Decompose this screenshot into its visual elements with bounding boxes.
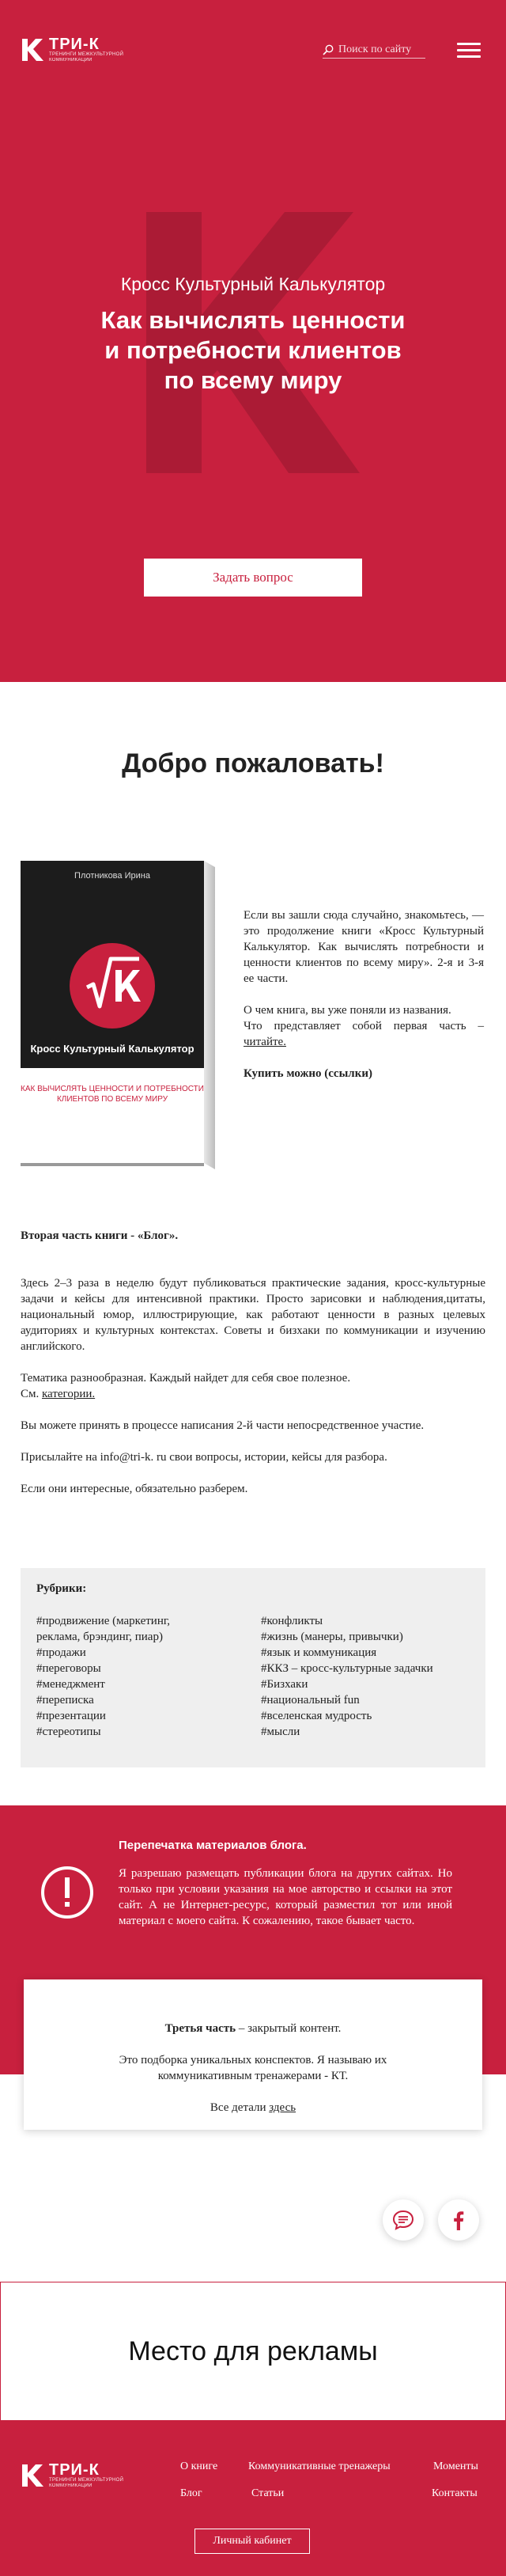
chat-button[interactable] xyxy=(383,2199,424,2241)
rubric-item[interactable]: #конфликты xyxy=(261,1615,323,1627)
facebook-icon xyxy=(447,2209,470,2231)
logo-k-icon xyxy=(21,37,44,63)
rubric-item[interactable]: #Бизхаки xyxy=(261,1678,308,1691)
search-box xyxy=(323,41,425,59)
logo-subtitle-2: КОММУНИКАЦИИ xyxy=(49,58,93,63)
svg-text:КЛИЕНТОВ ПО ВСЕМУ МИРУ: КЛИЕНТОВ ПО ВСЕМУ МИРУ xyxy=(56,1095,168,1104)
rubric-item[interactable]: #переговоры xyxy=(36,1662,101,1675)
notice-title: Перепечатка материалов блога. xyxy=(119,1839,307,1852)
book-description xyxy=(244,907,484,1097)
rubric-item[interactable]: #вселенская мудрость xyxy=(261,1710,372,1722)
book-intro-text: Если вы зашли сюда случайно, знакомьтесь, — это продолжение книги «Кросс Культурный Калькулятор. Как вычислять потребности и ценности клиентов по всему миру». 2-я и 3-я ее части. xyxy=(244,909,484,985)
search-input[interactable] xyxy=(338,44,425,56)
top-bar xyxy=(0,0,506,95)
hamburger-menu-icon[interactable] xyxy=(457,43,481,59)
footer-nav-contacts[interactable]: Контакты xyxy=(432,2487,478,2499)
hero-subtitle: Кросс Культурный Калькулятор xyxy=(120,274,386,294)
buy-link[interactable]: Купить можно (ссылки) xyxy=(244,1067,372,1080)
rubric-item[interactable]: #презентации xyxy=(36,1710,106,1722)
rubric-item[interactable]: #язык и коммуникация xyxy=(261,1646,377,1659)
logo-name: ТРИ-К xyxy=(49,36,100,53)
closed-title: Третья часть xyxy=(164,2022,236,2035)
rubric-item[interactable]: #мысли xyxy=(261,1726,300,1738)
search-icon[interactable] xyxy=(323,44,334,55)
chat-bubble-icon xyxy=(392,2209,414,2231)
personal-cabinet-button[interactable]: Личный кабинет xyxy=(194,2529,310,2554)
rubric-item[interactable]: реклама, брэндинг, пиар) xyxy=(36,1631,163,1643)
rubrics-right-column xyxy=(253,1613,470,1740)
book-cover-image xyxy=(21,856,215,1169)
blog-paragraph-1: Здесь 2–3 раза в неделю будут публиковаться практические задания, кросс-культурные задачи и кейсы для интенсивной практики. Просто зарисовки и наблюдения,цитаты, национальный юмор, иллюстрирующие, как работают ценности в разных целевых аудиториях и культурных контекстах. Советы и бизхаки по коммуникации и изучению английского. xyxy=(21,1277,485,1353)
facebook-button[interactable] xyxy=(438,2199,479,2241)
blog-heading: Вторая часть книги - «Блог». xyxy=(21,1229,179,1242)
ask-question-button[interactable]: Задать вопрос xyxy=(144,559,362,597)
rubric-item[interactable]: #переписка xyxy=(36,1694,94,1707)
ad-placeholder[interactable]: Место для рекламы xyxy=(0,2282,506,2421)
first-part-text: Что представляет собой первая часть – xyxy=(244,1020,484,1032)
details-link[interactable]: здесь xyxy=(269,2101,296,2114)
svg-text:КАК ВЫЧИСЛЯТЬ ЦЕННОСТИ И ПОТРЕ: КАК ВЫЧИСЛЯТЬ ЦЕННОСТИ И ПОТРЕБНОСТИ xyxy=(21,1085,204,1093)
blog-paragraph-2: Тематика разнообразная. Каждый найдет для себя свое полезное. xyxy=(21,1372,351,1385)
rubric-item[interactable]: #продажи xyxy=(36,1646,86,1659)
blog-paragraph-5: Если они интересные, обязательно разберем. xyxy=(21,1483,248,1495)
notice-text: Я разрешаю размещать публикации блога на других сайтах. Но только при условии указания на мое авторство и ссылки на этот сайт. А не Интернет-ресурс, который разместил тот или иной материал с моего сайта. К сожалению, такое бывает часто. xyxy=(119,1867,452,1927)
read-first-part-link[interactable]: читайте. xyxy=(244,1036,286,1048)
hero-title: Как вычислять ценности и потребности клиентов по всему миру xyxy=(100,306,406,394)
rubrics-title: Рубрики: xyxy=(36,1582,87,1595)
rubric-item[interactable]: #стереотипы xyxy=(36,1726,101,1738)
footer-nav-about[interactable]: О книге xyxy=(180,2460,218,2472)
svg-text:Плотникова Ирина: Плотникова Ирина xyxy=(74,871,150,881)
rubrics-panel xyxy=(21,1568,485,1767)
footer-nav-trainers[interactable]: Коммуникативные тренажеры xyxy=(248,2460,391,2472)
rubric-item[interactable]: #продвижение (маркетинг, xyxy=(36,1615,171,1627)
footer-nav-articles[interactable]: Статьи xyxy=(251,2487,285,2499)
blog-paragraph-3: Вы можете принять в процессе написания 2-й части непосредственное участие. xyxy=(21,1419,425,1432)
rubric-item[interactable]: #ККЗ – кросс-культурные задачки xyxy=(261,1662,433,1675)
footer-nav-blog[interactable]: Блог xyxy=(180,2487,202,2499)
svg-text:Кросс Культурный Калькулятор: Кросс Культурный Калькулятор xyxy=(30,1043,194,1055)
closed-content-card: Третья часть – закрытый контент. Это подборка уникальных конспектов. Я называю их коммуникативным тренажерами - КТ. Все детали здесь xyxy=(24,1979,482,2130)
welcome-title: Добро пожаловать! xyxy=(122,748,384,778)
site-logo[interactable] xyxy=(21,36,123,63)
logo-subtitle-1: ТРЕНИНГИ МЕЖКУЛЬТУРНОЙ xyxy=(49,52,124,57)
blog-info: Вторая часть книги - «Блог». Здесь 2–3 раза в неделю будут публиковаться практические задания, кросс-культурные задачи и кейсы для интенсивной практики. Просто зарисовки и наблюдения,цитаты, национальный юмор, иллюстрирующие, как работают ценности в разных целевых аудиториях и культурных контекстах. Советы и бизхаки по коммуникации и изучению английского. Тематика разнообразная. Каждый найдет для себя свое полезное. См. категории. Вы можете принять в процессе написания 2-й части непосредственное участие. Присылайте на info@tri-k. ru свои вопросы, истории, кейсы для разбора. Если они интересные, обязательно разберем. xyxy=(21,1229,485,1495)
footer-logo[interactable]: ТРИ-К ТРЕНИНГИ МЕЖКУЛЬТУРНОЙ КОММУНИКАЦИИ xyxy=(21,2462,123,2489)
exclamation-circle-icon xyxy=(40,1866,94,1919)
blog-paragraph-4: Присылайте на info@tri-k. ru свои вопросы, истории, кейсы для разбора. xyxy=(21,1451,387,1464)
closed-description: Это подборка уникальных конспектов. Я называю их коммуникативным тренажерами - КТ. xyxy=(119,2054,387,2082)
rubric-item[interactable]: #жизнь (манеры, привычки) xyxy=(261,1631,403,1643)
categories-link[interactable]: категории. xyxy=(42,1388,96,1400)
footer-nav-moments[interactable]: Моменты xyxy=(433,2460,478,2472)
rubric-item[interactable]: #менеджмент xyxy=(36,1678,105,1691)
hero-section xyxy=(0,0,506,682)
rubrics-left-column xyxy=(36,1613,253,1740)
footer xyxy=(0,2421,506,2576)
rubric-item[interactable]: #национальный fun xyxy=(261,1694,360,1707)
logo-k-icon xyxy=(21,2463,44,2488)
book-about-text: О чем книга, вы уже поняли из названия. xyxy=(244,1004,451,1017)
